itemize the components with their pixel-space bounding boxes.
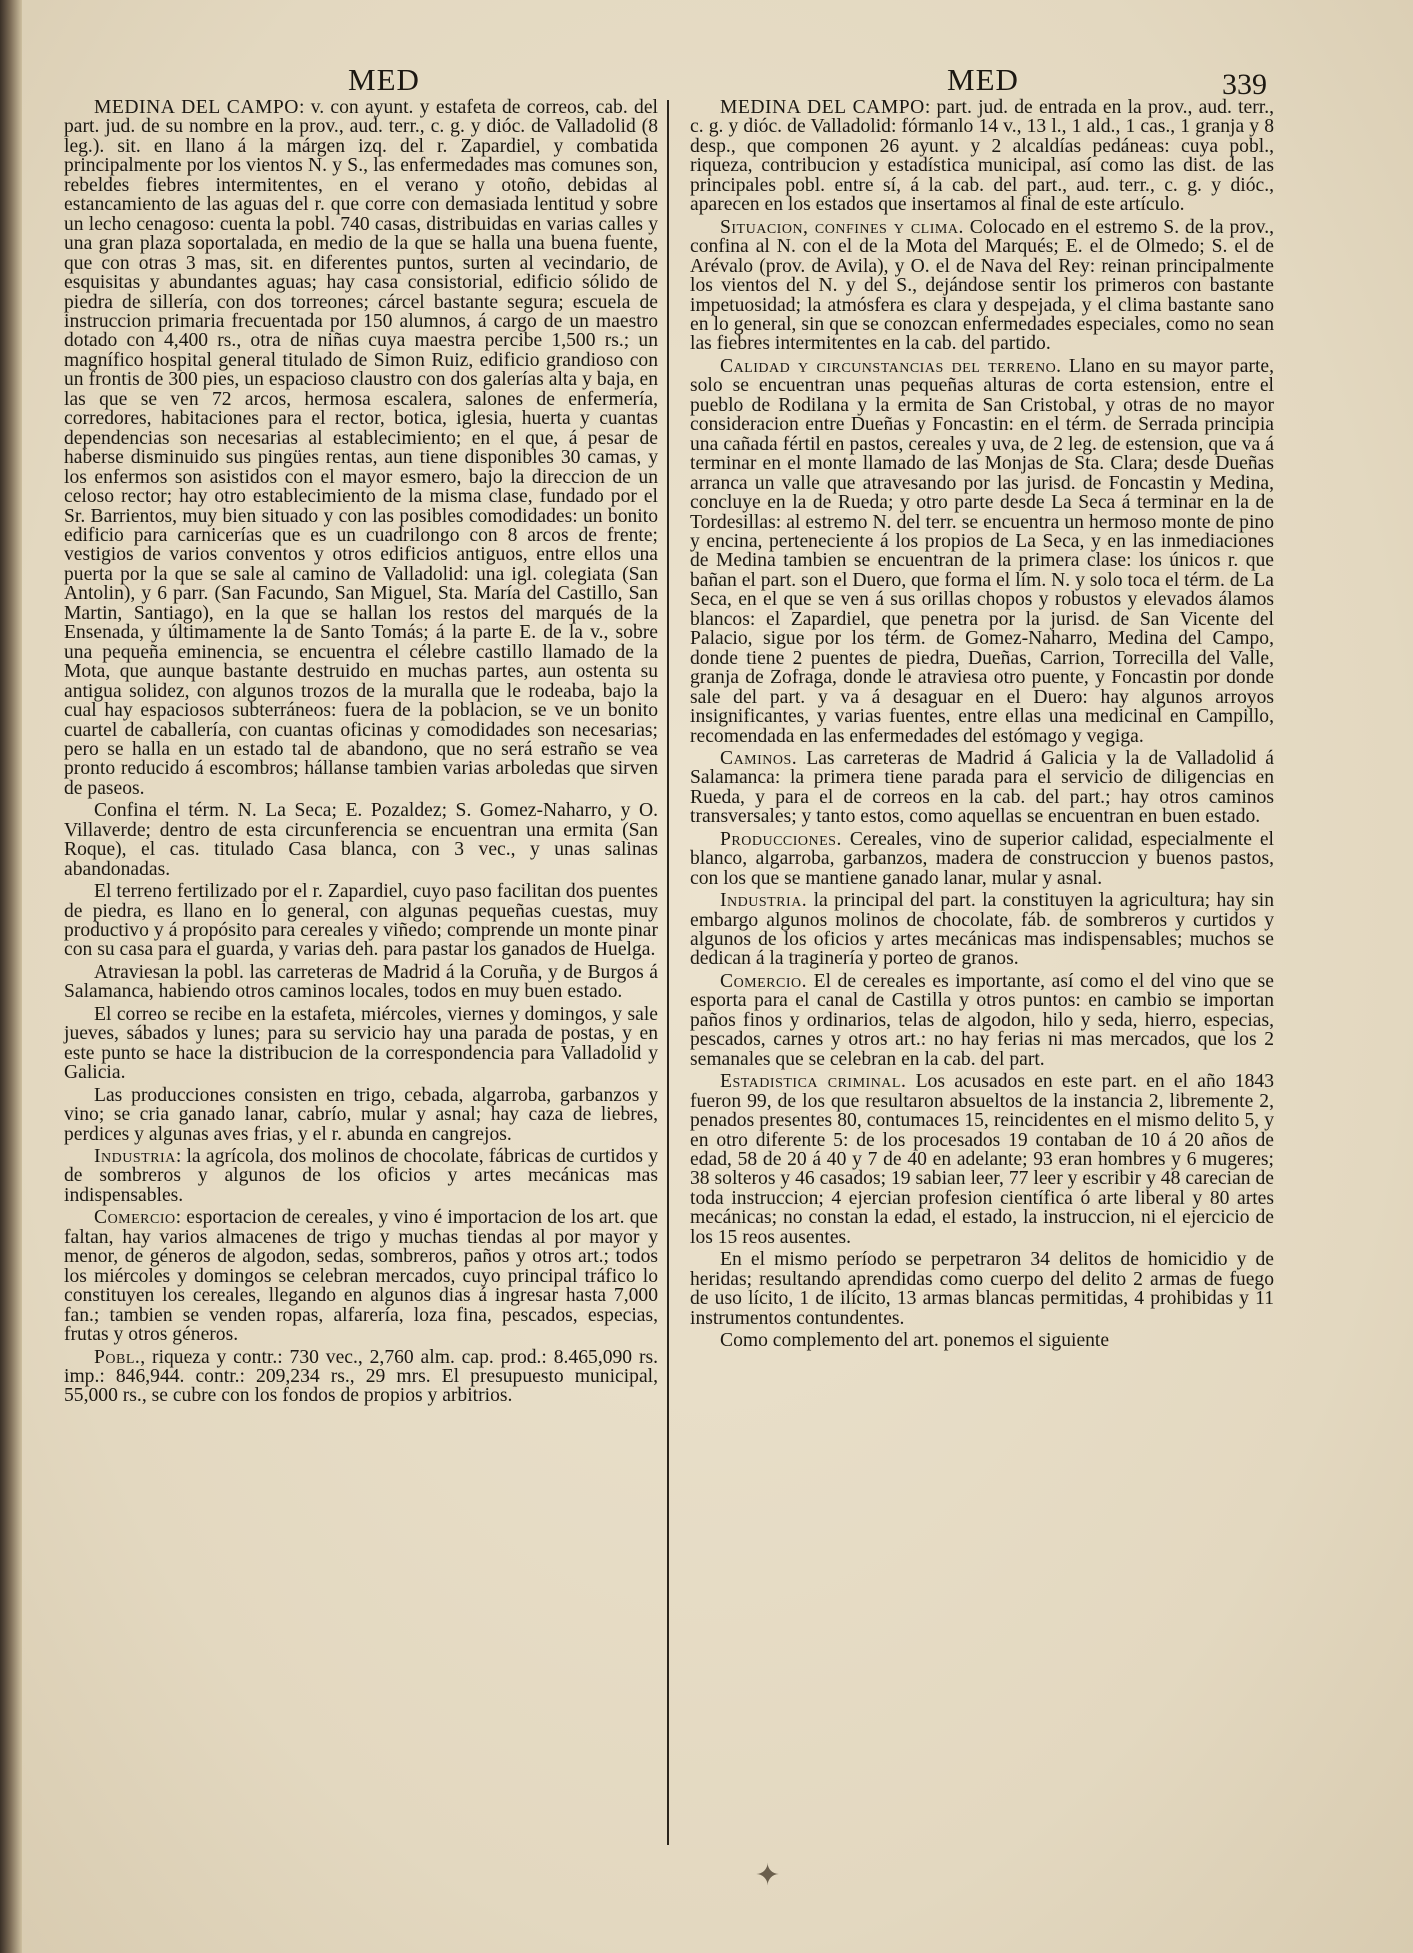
- entry-text: El terreno fertilizado por el r. Zapardiel, cuyo paso facilitan dos puentes de piedra, es llano en lo general, con algunas pequeñas cuestas, muy productivo y á propósito para cereales y viñedo; comprende un monte pinar con su casa para el guarda, y varias deh. para pastar los ganados de Huelga.: [64, 881, 658, 961]
- entry-producciones-partido: [690, 830, 1274, 888]
- entry-text: Las carreteras de Madrid á Galicia y la de Valladolid á Salamanca: la primera tiene parada para el servicio de diligencias en Rueda, y para el de correos en la cab. del part.; hay otros caminos transversales; y tanto estos, como aquellas se encuentran en buen estado.: [690, 747, 1274, 828]
- entry-text: Cereales, vino de superior calidad, especialmente el blanco, algarroba, garbanzos, madera de construccion y buenos pastos, con los que se mantiene ganado lanar, mular y asnal.: [690, 828, 1274, 889]
- page-number: 339: [1222, 68, 1267, 101]
- left-column: [64, 98, 658, 1406]
- entry-partido: [690, 98, 1274, 215]
- entry-medina-town: [64, 98, 658, 798]
- running-head-right: MED: [947, 62, 1019, 97]
- entry-comercio: [64, 1208, 658, 1344]
- entry-head: Industria.: [720, 890, 808, 912]
- entry-correo: [64, 1005, 658, 1083]
- entry-head: Producciones.: [720, 828, 842, 850]
- entry-head: Estadistica criminal.: [720, 1071, 907, 1093]
- right-column: [690, 98, 1274, 1351]
- entry-calidad-terreno: [690, 357, 1274, 746]
- entry-industria: [64, 1147, 658, 1205]
- entry-delitos: [690, 1250, 1274, 1328]
- entry-complemento: [690, 1331, 1274, 1350]
- entry-text: Confina el térm. N. La Seca; E. Pozaldez; S. Gomez-Naharro, y O. Villaverde; dentro de esta circunferencia se encuentran una ermita (San Roque), el cas. titulado Casa blanca, con 3 vec., y unas salinas abandonadas.: [64, 800, 658, 880]
- entry-head: Pobl.: [94, 1346, 141, 1368]
- entry-text: : part. jud. de entrada en la prov., aud. terr., c. g. y dióc. de Valladolid: fórmanlo 14 v., 13 l., 1 ald., 1 cas., 1 granja y 8 desp., que componen 26 ayunt. y 2 alcaldías pedáneas: cuya pobl., riqueza, contribucion y estadística municipal, así como las dist. de las principales pobl. entre sí, á la cab. del part., aud. terr., c. g. y dióc., aparecen en los estados que insertamos al final de este artículo.: [690, 97, 1274, 216]
- entry-head: Situacion, confines y clima.: [720, 216, 964, 238]
- entry-text: : v. con ayunt. y estafeta de correos, cab. del part. jud. de su nombre en la prov., aud. terr., c. g. y dióc. de Valladolid (8 leg.). sit. en llano á la márgen izq. del r. Zapardiel, y combatida principalmente por los vientos N. y S., las enfermedades mas comunes son, rebeldes fiebres intermitentes, en el verano y otoño, debidas al estancamiento de las aguas del r. que corre con demasiada lentitud y sobre un lecho cenagoso: cuenta la pobl. 740 casas, distribuidas en varias calles y una gran plaza soportalada, en medio de la que se halla una buena fuente, que con otras 3 mas, sit. en diferentes puntos, surten al vecindario, de esquisitas y abundantes aguas; hay casa consistorial, edificio sólido de piedra de sillería, con dos torreones; cárcel bastante segura; escuela de instruccion primaria frecuentada por 150 alumnos, á cargo de un maestro dotado con 4,400 rs., otra de niñas cuya maestra percibe 1,500 rs.; un magnífico hospital general titulado de Simon Ruiz, edificio grandioso con un frontis de 300 pies, un espacioso claustro con dos galerías alta y baja, en las que se ven 72 arcos, hermosa escalera, salones de enfermería, corredores, habitaciones para el rector, botica, iglesia, huerta y cuantas dependencias son necesarias al establecimiento; en el que, á pesar de haberse disminuido sus pingües rentas, aun tiene disponibles 30 camas, y los enfermos son asistidos con el mayor esmero, bajo la direccion de un celoso rector; hay otro establecimiento de la misma clase, fundado por el Sr. Barrientos, muy bien situado y con las posibles comodidades: un bonito edificio para carnicerías que es un cuadrilongo con 8 arcos de frente; vestigios de varios conventos y otros edificios antiguos, entre ellos una puerta por la que se sale al camino de Valladolid: una igl. colegiata (San Antolin), y 6 parr. (San Facundo, San Miguel, Sta. María del Castillo, San Martin, Santiago), en la que se hallan los restos del marqués de la Ensenada, y últimamente la de Santo Tomás; á la parte E. de la v., sobre una pequeña eminencia, se encuentra el célebre castillo llamado de la Mota, que aunque bastante destruido en muchas partes, aun ostenta su antigua solidez, con algunos trozos de la muralla que le rodeaba, bajo la cual hay espaciosos subterráneos: fuera de la poblacion, se ve un bonito cuartel de caballería, con cuantas oficinas y comodidades son necesarias; pero se halla en un estado tal de abandono, que no será estraño se vea pronto reducido á escombros; hállanse tambien varias arboledas que sirven de paseos.: [64, 97, 658, 799]
- entry-head: Industria: [94, 1146, 176, 1168]
- entry-head: MEDINA DEL CAMPO: [720, 97, 925, 118]
- entry-estadistica-criminal: [690, 1072, 1274, 1247]
- entry-confines: [64, 801, 658, 879]
- entry-head: MEDINA DEL CAMPO: [94, 97, 299, 118]
- entry-poblacion: [64, 1348, 658, 1406]
- entry-terreno: [64, 882, 658, 960]
- entry-head: Comercio: [94, 1207, 176, 1229]
- entry-text: Los acusados en este part. en el año 1843 fueron 99, de los que resultaron absueltos de la instancia 2, libremente 2, penados presentes 80, contumaces 15, reincidentes en el mismo delito 5, y en otro diferente 5: de los procesados 19 contaban de 10 á 20 años de edad, 58 de 20 á 40 y 7 de 40 en adelante; 93 eran hombres y 6 mugeres; 38 solteros y 46 casados; 19 sabian leer, 77 leer y escribir y 48 carecian de toda instruccion; 4 ejercian profesion científica ó arte liberal y 80 artes mecánicas; no constan la edad, el estado, la instruccion, ni el ejercicio de los 15 reos ausentes.: [690, 1071, 1274, 1248]
- entry-industria-partido: [690, 891, 1274, 969]
- entry-text: Las producciones consisten en trigo, cebada, algarroba, garbanzos y vino; se cria ganado lanar, cabrío, mular y asnal; hay caza de liebres, perdices y algunas aves frias, y el r. abunda en cangrejos.: [64, 1084, 658, 1145]
- entry-text: El correo se recibe en la estafeta, miércoles, viernes y domingos, y sale jueves, sábados y lunes; para su servicio hay una parada de postas, y en este punto se hace la distribucion de la correspondencia para Valladolid y Galicia.: [64, 1003, 658, 1084]
- entry-text: : la agrícola, dos molinos de chocolate, fábricas de curtidos y de sombreros y algunos de los oficios y artes mecánicas mas indispensables.: [64, 1146, 658, 1206]
- printer-ornament: ✦: [755, 1859, 781, 1892]
- entry-text: Llano en su mayor parte, solo se encuentran unas pequeñas alturas de corta estension, entre el pueblo de Rodilana y la ermita de San Cristobal, y otras de no mayor consideracion entre Dueñas y Foncastin: en el térm. de Serrada principia una cañada fértil en pastos, cereales y uva, de 2 leg. de estension, que va á terminar en el monte llamado de las Monjas de Sta. Clara; desde Dueñas arranca un valle que atravesando por las jurisd. de Foncastin y Medina, concluye en la de Rueda; y otro parte desde La Seca á terminar en la de Tordesillas: al estremo N. del terr. se encuentra un hermoso monte de pino y encina, perteneciente á los propios de La Seca, y en las inmediaciones de Medina tambien se encuentran de la primera clase: los únicos r. que bañan el part. son el Duero, que forma el lím. N. y solo toca el térm. de La Seca, en el que se ven á sus orillas chopos y robustos y elevados álamos blancos: el Zapardiel, que penetra por la jurisd. de San Vicente del Palacio, sigue por los térm. de Gomez-Naharro, Medina del Campo, donde tiene 2 puentes de piedra, Dueñas, Carrion, Torrecilla del Valle, granja de Zofraga, donde le atraviesa otro puente, y Foncastin por donde sale del part. y va á desaguar en el Duero: hay algunos arroyos insignificantes, y varias fuentes, entre ellas una medicinal en Campillo, recomendada en las enfermedades del estómago y vegiga.: [690, 355, 1274, 747]
- entry-text: la principal del part. la constituyen la agricultura; hay sin embargo algunos molinos de chocolate, fáb. de sombreros y curtidos y algunos de los oficios y artes mecánicas mas indispensables; muchos se dedican á la traginería y porteo de granos.: [690, 890, 1274, 970]
- entry-roads: [64, 963, 658, 1002]
- entry-caminos: [690, 749, 1274, 827]
- entry-text: El de cereales es importante, así como el del vino que se esporta para el canal de Castilla y otros puntos: en cambio se importan paños finos y ordinarios, telas de algodon, hilo y seda, hierro, especias, pescados, carnes y otros art.: no hay ferias ni mas mercados, que los 2 semanales que se celebran en la cab. del part.: [690, 970, 1274, 1070]
- entry-text: , riqueza y contr.: 730 vec., 2,760 alm. cap. prod.: 8.465,090 rs. imp.: 846,944. contr.: 209,234 rs., 29 mrs. El presupuesto municipal, 55,000 rs., se cubre con los fondos de propios y arbitrios.: [64, 1346, 658, 1407]
- entry-text: Atraviesan la pobl. las carreteras de Madrid á la Coruña, y de Burgos á Salamanca, habiendo otros caminos locales, todos en muy buen estado.: [64, 961, 658, 1003]
- entry-text: : esportacion de cereales, y vino é importacion de los art. que faltan, hay varios almacenes de trigo y muchas tiendas al por mayor y menor, de géneros de algodon, sedas, sombreros, paños y otros art.; todos los miércoles y domingos se celebran mercados, cuyo principal tráfico lo constituyen los cereales, llegando en algunos dias á ingresar hasta 7,000 fan.; tambien se venden ropas, alfarería, loza fina, pescados, especias, frutas y otros géneros.: [64, 1207, 658, 1346]
- running-head-left: MED: [348, 62, 420, 97]
- entry-text: Como complemento del art. ponemos el siguiente: [720, 1330, 1110, 1352]
- binding-edge: [0, 0, 22, 1953]
- entry-text: En el mismo período se perpetraron 34 delitos de homicidio y de heridas; resultando aprendidas como cuerpo del delito 2 armas de fuego de uso lícito, 1 de ilícito, 13 armas blancas permitidas, 4 prohibidas y 11 instrumentos contundentes.: [690, 1249, 1274, 1329]
- entry-text: Colocado en el estremo S. de la prov., confina al N. con el de la Mota del Marqués; E. el de Olmedo; S. el de Arévalo (prov. de Avila), y O. el de Nava del Rey: reinan principalmente los vientos del N. y del S., dejándose sentir los primeros con bastante impetuosidad; la atmósfera es clara y despejada, y el clima bastante sano en lo general, sin que se conozcan enfermedades especiales, como no sean las fiebres intermitentes en la cab. del partido.: [690, 216, 1274, 355]
- entry-head: Calidad y circunstancias del terreno.: [720, 355, 1062, 377]
- entry-head: Comercio.: [720, 970, 808, 992]
- column-divider: [667, 100, 669, 1845]
- entry-comercio-partido: [690, 972, 1274, 1069]
- entry-situacion: [690, 218, 1274, 354]
- entry-head: Caminos.: [720, 747, 798, 769]
- entry-producciones: [64, 1086, 658, 1144]
